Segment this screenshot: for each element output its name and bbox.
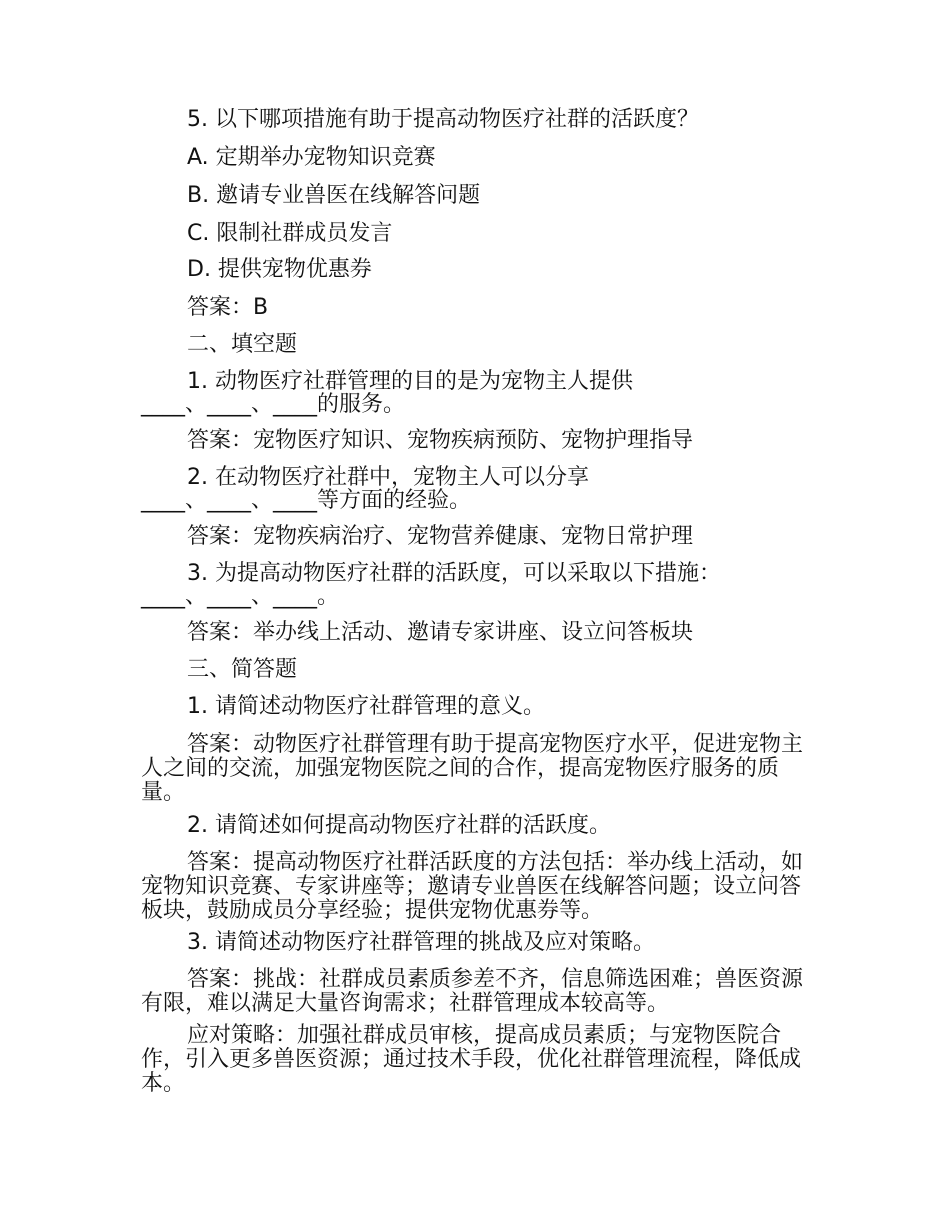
answer-q5: 答案：B (187, 295, 269, 320)
fill-q2-answer: 答案：宠物疾病治疗、宠物营养健康、宠物日常护理 (187, 524, 694, 549)
fill-q1-line2: ____、____、____的服务。 (141, 392, 406, 417)
fill-q3-answer: 答案：举办线上活动、邀请专家讲座、设立问答板块 (187, 620, 694, 645)
short-q3-strategy: 应对策略：加强社群成员审核，提高成员素质；与宠物医院合作，引入更多兽医资源；通过技术手段，优化社群管理流程，降低成本。 (141, 1023, 802, 1096)
option-c: C. 限制社群成员发言 (187, 221, 393, 246)
fill-q3-line1: 3. 为提高动物医疗社群的活跃度，可以采取以下措施： (187, 561, 721, 586)
fill-q1-line1: 1. 动物医疗社群管理的目的是为宠物主人提供 (187, 369, 633, 394)
option-a: A. 定期举办宠物知识竞赛 (187, 145, 436, 170)
short-q3-answer: 答案：挑战：社群成员素质参差不齐，信息筛选困难；兽医资源有限，难以满足大量咨询需求；社群管理成本较高等。 (141, 967, 804, 1016)
fill-q2-line1: 2. 在动物医疗社群中，宠物主人可以分享 (187, 465, 589, 490)
option-b: B. 邀请专业兽医在线解答问题 (187, 183, 481, 208)
question-5-text: 5. 以下哪项措施有助于提高动物医疗社群的活跃度？ (187, 107, 699, 132)
short-q2-text: 2. 请简述如何提高动物医疗社群的活跃度。 (187, 813, 611, 838)
short-q3-text: 3. 请简述动物医疗社群管理的挑战及应对策略。 (187, 930, 655, 955)
short-q1-answer: 答案：动物医疗社群管理有助于提高宠物医疗水平，促进宠物主人之间的交流，加强宠物医院之间的合作，提高宠物医疗服务的质量。 (141, 732, 804, 805)
fill-q1-answer: 答案：宠物医疗知识、宠物疾病预防、宠物护理指导 (187, 428, 694, 453)
section-heading-fill: 二、填空题 (187, 332, 298, 357)
fill-q3-line2: ____、____、____。 (141, 584, 340, 609)
short-q1-text: 1. 请简述动物医疗社群管理的意义。 (187, 694, 545, 719)
option-d: D. 提供宠物优惠券 (187, 257, 372, 282)
section-heading-short: 三、简答题 (187, 657, 298, 682)
short-q2-answer: 答案：提高动物医疗社群活跃度的方法包括：举办线上活动，如宠物知识竞赛、专家讲座等；邀请专业兽医在线解答问题；设立问答板块，鼓励成员分享经验；提供宠物优惠券等。 (141, 850, 804, 923)
fill-q2-line2: ____、____、____等方面的经验。 (141, 488, 472, 513)
